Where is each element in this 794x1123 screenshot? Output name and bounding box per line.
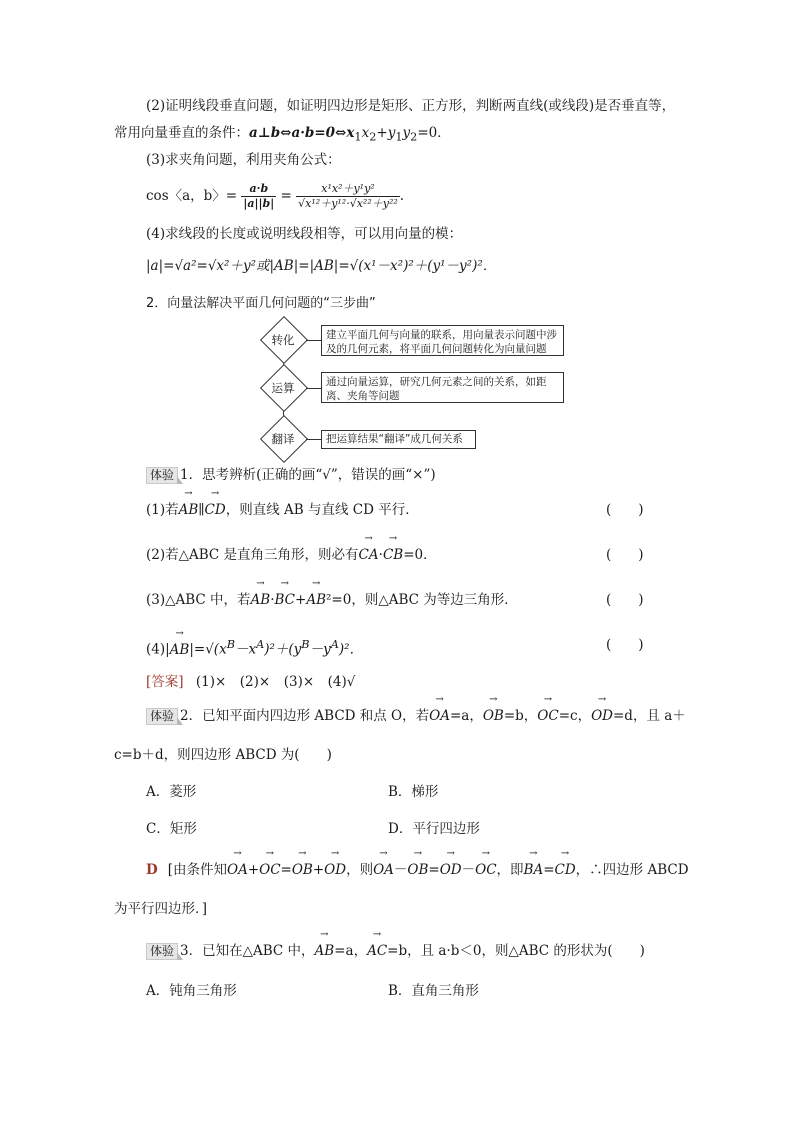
sup: B bbox=[301, 638, 310, 651]
vector-CB: → CB bbox=[383, 545, 403, 565]
text: －x bbox=[234, 641, 257, 658]
vector-AB: → AB bbox=[251, 590, 271, 610]
text: +y bbox=[376, 125, 396, 141]
sup: B bbox=[226, 638, 235, 651]
exercise-1-answer bbox=[146, 672, 355, 692]
text: =0． bbox=[417, 125, 451, 141]
sub: 1 bbox=[354, 130, 362, 144]
vector-OC: → OC bbox=[537, 706, 558, 726]
vector-AC: → AC bbox=[367, 941, 387, 961]
exercise-1-q1 bbox=[146, 500, 419, 520]
flow-connector bbox=[306, 340, 322, 341]
option-A[interactable]: A．钝角三角形 bbox=[146, 983, 237, 999]
vector-OA: → OA bbox=[429, 706, 450, 726]
length-formula: |a|=√a²=√x²＋y²或|AB|=|AB|=√(x¹－x²)²＋(y¹－y²)²． bbox=[146, 258, 497, 274]
perpendicular-condition: a⊥b⇔a·b=0⇔x bbox=[249, 125, 355, 141]
answer-blank-4[interactable]: ( ) bbox=[606, 637, 644, 653]
text: + bbox=[312, 862, 325, 878]
vector-BC: → BC bbox=[275, 590, 296, 610]
vector: → OC bbox=[259, 860, 280, 880]
text: 1．思考辨析(正确的画“√”，错误的画“×”) bbox=[180, 467, 436, 483]
flow-connector bbox=[306, 439, 322, 440]
text: ∥ bbox=[198, 502, 205, 518]
exercise-2-solution bbox=[146, 860, 689, 880]
text: x bbox=[361, 125, 370, 141]
text: －y bbox=[309, 641, 331, 658]
vector-CA: → CA bbox=[359, 545, 379, 565]
fraction-1 bbox=[241, 182, 276, 211]
text: + bbox=[247, 862, 260, 878]
text: 2．已知平面内四边形 ABCD 和点 O，若 bbox=[180, 708, 430, 724]
text: )²＋(y bbox=[264, 641, 302, 658]
text: + bbox=[295, 592, 307, 608]
vector-AB: → AB bbox=[306, 590, 326, 610]
text: =a， bbox=[449, 708, 483, 724]
text: = bbox=[428, 862, 440, 878]
text: y bbox=[402, 125, 411, 141]
vector-AB: → AB bbox=[179, 500, 199, 520]
sub: 2 bbox=[410, 130, 418, 144]
step-label-translate: 翻译 bbox=[271, 432, 295, 446]
exercise-2-line2: c=b＋d，则四边形 ABCD 为( ) bbox=[114, 747, 332, 763]
answer-blank-1[interactable]: ( ) bbox=[606, 502, 644, 518]
section-2-title: 2．向量法解决平面几何问题的“三步曲” bbox=[146, 296, 376, 311]
exercise-tag: 体验 bbox=[146, 943, 178, 960]
option-A[interactable]: A．菱形 bbox=[146, 784, 197, 800]
vector: → OD bbox=[324, 860, 346, 880]
text: · bbox=[270, 592, 275, 608]
sup: A bbox=[330, 638, 339, 651]
vector-OB: → OB bbox=[483, 706, 504, 726]
answer-blank-3[interactable]: ( ) bbox=[606, 592, 644, 608]
equals: = bbox=[280, 188, 292, 204]
vector: → OA bbox=[373, 860, 394, 880]
text: [由条件知 bbox=[167, 862, 227, 878]
denominator: |a||b| bbox=[243, 197, 275, 210]
text: )²． bbox=[338, 641, 364, 658]
text: =0． bbox=[403, 547, 437, 563]
sub: 2 bbox=[369, 130, 377, 144]
text: =b， bbox=[503, 708, 538, 724]
vector-CD: → CD bbox=[205, 500, 226, 520]
fraction-2 bbox=[296, 182, 400, 211]
exercise-1-heading bbox=[146, 465, 436, 485]
text: =a， bbox=[334, 943, 368, 959]
sub: 1 bbox=[395, 130, 403, 144]
exercise-tag: 体验 bbox=[146, 467, 178, 484]
text: ，即 bbox=[496, 862, 524, 878]
numerator: x¹x²＋y¹y² bbox=[296, 182, 400, 197]
period: . bbox=[399, 188, 405, 204]
vector-AB: → AB bbox=[315, 941, 335, 961]
option-D[interactable]: D．平行四边形 bbox=[388, 821, 480, 837]
paragraph-4-title: (4)求线段的长度或说明线段相等，可以用向量的模： bbox=[146, 226, 463, 242]
exercise-1-q3 bbox=[146, 590, 518, 610]
paragraph-2-line2 bbox=[114, 123, 451, 148]
answer-blank-2[interactable]: ( ) bbox=[606, 547, 644, 563]
step-box-translate: 把运算结果“翻译”成几何关系 bbox=[321, 430, 476, 449]
text: (4)| bbox=[146, 641, 170, 658]
text: |=√(x bbox=[189, 641, 227, 658]
text: = bbox=[280, 862, 292, 878]
text: (2)若△ABC 是直角三角形，则必有 bbox=[146, 547, 359, 563]
exercise-2-solution-end: 为平行四边形．] bbox=[114, 901, 208, 917]
text: = bbox=[543, 862, 555, 878]
angle-formula bbox=[146, 178, 404, 214]
sup: A bbox=[256, 638, 265, 651]
solution-letter: D bbox=[146, 862, 158, 878]
text: =c， bbox=[558, 708, 592, 724]
vector: → BA bbox=[524, 860, 544, 880]
text: － bbox=[461, 862, 476, 878]
text: 3．已知在△ABC 中， bbox=[180, 943, 315, 959]
step-box-compute: 通过向量运算，研究几何元素之间的关系，如距离、夹角等问题 bbox=[321, 372, 564, 403]
step-label-compute: 运算 bbox=[271, 381, 295, 395]
vector: → OB bbox=[407, 860, 428, 880]
text: ²=0，则△ABC 为等边三角形． bbox=[326, 592, 518, 608]
paragraph-2-line1: (2)证明线段垂直问题，如证明四边形是矩形、正方形，判断两直线(或线段)是否垂直等， bbox=[146, 98, 676, 114]
exercise-1-q4 bbox=[146, 635, 363, 660]
text: ，则直线 AB 与直线 CD 平行． bbox=[225, 502, 419, 518]
text: (3)△ABC 中，若 bbox=[146, 592, 251, 608]
text: · bbox=[378, 547, 383, 563]
vector: → OC bbox=[475, 860, 496, 880]
option-C[interactable]: C．矩形 bbox=[146, 821, 197, 837]
exercise-2-line1 bbox=[146, 706, 686, 726]
paragraph-3-title: (3)求夹角问题，利用夹角公式： bbox=[146, 152, 341, 168]
cos-prefix: cos〈a，b〉= bbox=[146, 188, 238, 204]
denominator: √x¹²＋y¹²·√x²²＋y²² bbox=[298, 197, 398, 210]
text: 常用向量垂直的条件： bbox=[114, 125, 249, 141]
vector-AB: → AB bbox=[170, 640, 190, 660]
text: － bbox=[393, 862, 408, 878]
text: =d，且 a＋ bbox=[612, 708, 686, 724]
text: ，则 bbox=[346, 862, 374, 878]
vector: → OD bbox=[440, 860, 462, 880]
text: ，∴四边形 ABCD bbox=[575, 862, 689, 878]
answer-label: [答案] bbox=[146, 674, 184, 690]
option-B[interactable]: B．直角三角形 bbox=[388, 983, 479, 999]
exercise-3-line1 bbox=[146, 941, 645, 961]
exercise-1-q2 bbox=[146, 545, 437, 565]
text: =b，且 a·b＜0，则△ABC 的形状为( ) bbox=[387, 943, 645, 959]
exercise-tag: 体验 bbox=[146, 708, 178, 725]
flow-connector bbox=[306, 388, 322, 389]
vector: → OB bbox=[292, 860, 313, 880]
option-B[interactable]: B．梯形 bbox=[388, 784, 439, 800]
vector: → CD bbox=[555, 860, 576, 880]
vector: → OA bbox=[227, 860, 248, 880]
answer-text: (1)× (2)× (3)× (4)√ bbox=[195, 674, 356, 690]
step-label-convert: 转化 bbox=[271, 333, 295, 347]
numerator: a·b bbox=[241, 182, 276, 197]
text: (1)若 bbox=[146, 502, 179, 518]
vector-OD: → OD bbox=[591, 706, 613, 726]
step-box-convert: 建立平面几何与向量的联系，用向量表示问题中涉及的几何元素，将平面几何问题转化为向量问题 bbox=[321, 325, 564, 356]
